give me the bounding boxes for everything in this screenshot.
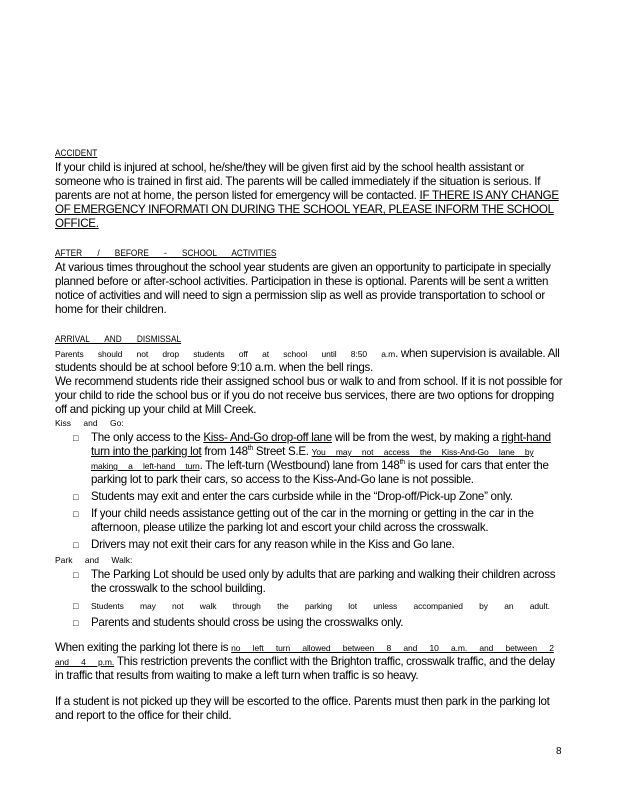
accident-text: If your child is injured at school, he/she/they will be given first aid by the school health assistant or someone who is trained in first aid. The parents will be called immediately if the situation is serious. If parents are not at home, the person listed for emergency will be contacted. IF THERE IS ANY CHANGE OF EMERGENCY INFORMATI ON DURING THE SCHOOL YEAR, PLEASE INFORM THE SCHOOL OFFICE.: [55, 161, 559, 230]
pickup-text: If a student is not picked up they will be escorted to the office. Parents must then park in the parking lot and report to the office for their child.: [55, 695, 550, 722]
after-school-section: [55, 243, 565, 317]
list-item: □ Students may not walk through the parking lot unless accompanied by an adult.: [73, 601, 550, 611]
bullet-icon: □: [73, 509, 79, 519]
bullet-icon: □: [73, 601, 79, 611]
bullet-icon: □: [73, 492, 79, 502]
kiss-and-go-list: [55, 431, 565, 552]
bullet-icon: □: [73, 618, 79, 628]
arrival-text-1: Parents should not drop students off at school until 8:50 a.m. when supervision is available. All students should be at school before 9:10 a.m. when the bell rings.: [55, 347, 560, 374]
park-and-walk-heading: Park and Walk:: [55, 555, 133, 565]
list-item: □ Parents and students should cross be using the crosswalks only.: [73, 616, 404, 629]
after-school-text: At various times throughout the school year students are given an opportunity to participate in specially planned before or after-school activities. Participation in these is optional. Parents will be sent a written notice of activities and will need to sign a permission slip as well as provide transportation to school or home for their children.: [55, 261, 551, 316]
accident-section: [55, 143, 565, 231]
park-and-walk-list: [55, 568, 565, 630]
accident-heading: ACCIDENT: [55, 148, 98, 158]
list-item: □ Students may exit and enter the cars curbside while in the “Drop-off/Pick-up Zone” only.: [73, 490, 513, 503]
kiss-and-go-heading: Kiss and Go:: [55, 418, 124, 428]
accident-emphasis: IF THERE IS ANY CHANGE OF EMERGENCY INFORMATI ON DURING THE SCHOOL YEAR, PLEASE INFORM THE SCHOOL OFFICE.: [55, 189, 559, 230]
arrival-heading: ARRIVAL AND DISMISSAL: [55, 334, 182, 344]
bullet-icon: □: [73, 570, 79, 580]
exiting-text: When exiting the parking lot there is no left turn allowed between 8 and 10 a.m. and between 2 and 4 p.m. This restriction prevents the conflict with the Brighton traffic, crosswalk traffic, and the delay in traffic that results from waiting to make a left turn when traffic is so heavy.: [55, 641, 555, 682]
page-number: 8: [556, 746, 562, 757]
page-content: [55, 143, 565, 723]
list-item: □ Drivers may not exit their cars for any reason while in the Kiss and Go lane.: [73, 538, 455, 551]
arrival-section: [55, 329, 565, 630]
arrival-text-2: We recommend students ride their assigned school bus or walk to and from school. If it is not possible for your child to ride the school bus or if you do not receive bus services, there are two options for dropping off and picking up your child at Mill Creek.: [55, 375, 563, 416]
list-item: □ The only access to the Kiss- And-Go drop-off lane will be from the west, by making a right-hand turn into the parking lot from 148th Street S.E. You may not access the Kiss-And-Go lane by making a left-hand turn. The left-turn (Westbound) lane from 148th is used for cars that enter the parking lot to park their cars, so access to the Kiss-And-Go lane is not possible.: [73, 431, 551, 486]
list-item: □ The Parking Lot should be used only by adults that are parking and walking their children across the crosswalk to the school building.: [73, 568, 556, 595]
bullet-icon: □: [73, 540, 79, 550]
list-item: □ If your child needs assistance getting out of the car in the morning or getting in the car in the afternoon, please utilize the parking lot and escort your child across the crosswalk.: [73, 507, 534, 534]
after-school-heading: AFTER / BEFORE - SCHOOL ACTIVITIES: [55, 248, 277, 258]
bullet-icon: □: [73, 433, 79, 443]
